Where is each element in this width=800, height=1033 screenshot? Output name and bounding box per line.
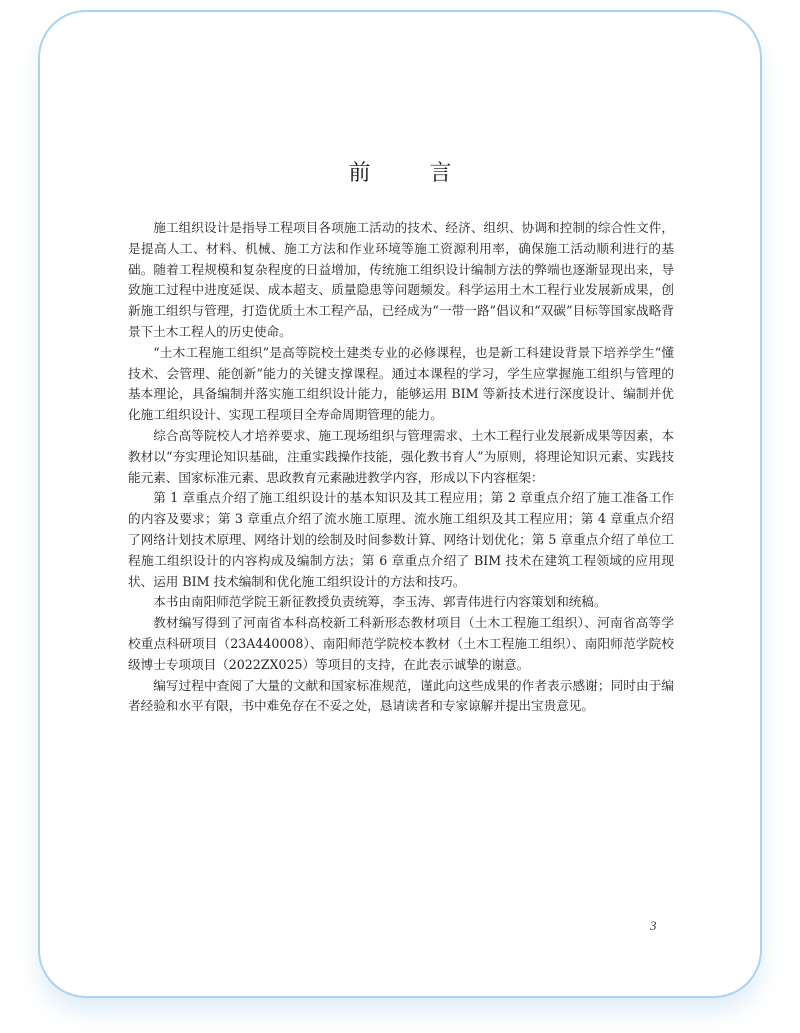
paragraph-3: 综合高等院校人才培养要求、施工现场组织与管理需求、土木工程行业发展新成果等因素，本教材以“夯实理论知识基础，注重实践操作技能，强化教书育人”为原则，将理论知识元素、实践技能元素、国家标准元素、思政教育元素融进教学内容，形成以下内容框架： bbox=[128, 427, 674, 485]
paragraph-7: 编写过程中查阅了大量的文献和国家标准规范，谨此向这些成果的作者表示感谢；同时由于编者经验和水平有限，书中难免存在不妥之处，恳请读者和专家谅解并提出宝贵意见。 bbox=[128, 677, 674, 714]
page-title: 前 言 bbox=[348, 161, 478, 186]
paragraph-1: 施工组织设计是指导工程项目各项施工活动的技术、经济、组织、协调和控制的综合性文件，是提高人工、材料、机械、施工方法和作业环境等施工资源利用率，确保施工活动顺利进行的基础。随着工程规模和复杂程度的日益增加，传统施工组织设计编制方法的弊端也逐渐显现出来，导致施工过程中进度延误、成本超支、质量隐患等问题频发。科学运用土木工程行业发展新成果，创新施工组织与管理，打造优质土木工程产品，已经成为“一带一路”倡议和“双碳”目标等国家战略背景下土木工程人的历史使命。 bbox=[128, 220, 674, 339]
paragraph-6: 教材编写得到了河南省本科高校新工科新形态教材项目（土木工程施工组织）、河南省高等学校重点科研项目（23A440008）、南阳师范学院校本教材（土木工程施工组织）、南阳师范学院校级博士专项项目（2022ZX025）等项目的支持，在此表示诚挚的谢意。 bbox=[128, 615, 674, 672]
paragraph-2: “土木工程施工组织”是高等院校土建类专业的必修课程，也是新工科建设背景下培养学生“懂技术、会管理、能创新”能力的关键支撑课程。通过本课程的学习，学生应掌握施工组织与管理的基本理论，具备编制并落实施工组织设计能力，能够运用 BIM 等新技术进行深度设计、编制并优化施工组织设计、实现工程项目全寿命周期管理的能力。 bbox=[128, 344, 674, 423]
page-number: 3 bbox=[650, 918, 657, 933]
preface-body bbox=[128, 218, 674, 717]
paragraph-5: 本书由南阳师范学院王新征教授负责统筹，李玉涛、郭青伟进行内容策划和统稿。 bbox=[153, 594, 607, 610]
paragraph-4: 第 1 章重点介绍了施工组织设计的基本知识及其工程应用；第 2 章重点介绍了施工准备工作的内容及要求；第 3 章重点介绍了流水施工原理、流水施工组织及其工程应用；第 4 章重点介绍了网络计划技术原理、网络计划的绘制及时间参数计算、网络计划优化；第 5 章重点介绍了单位工程施工组织设计的内容构成及编制方法；第 6 章重点介绍了 BIM 技术在建筑工程领域的应用现状、运用 BIM 技术编制和优化施工组织设计的方法和技巧。 bbox=[128, 490, 674, 589]
